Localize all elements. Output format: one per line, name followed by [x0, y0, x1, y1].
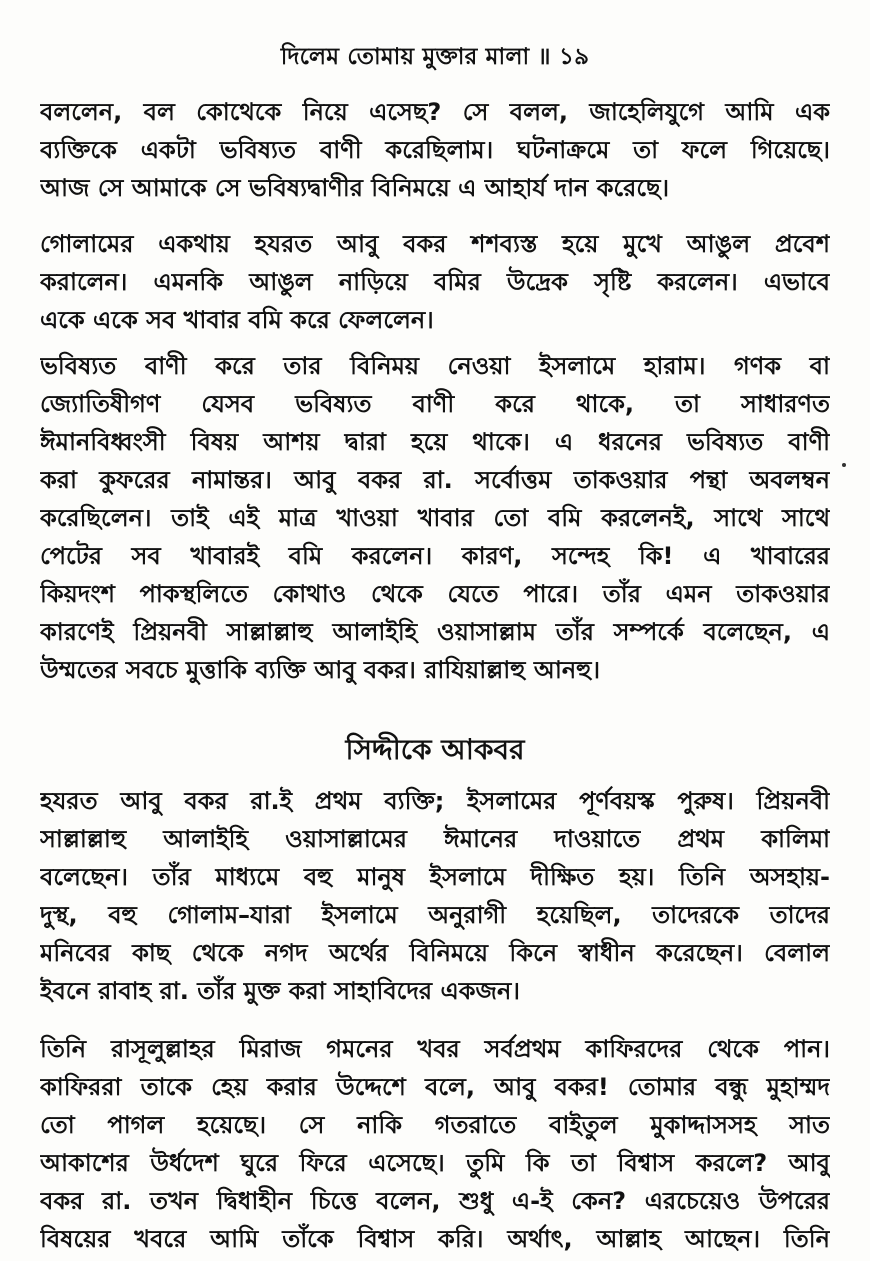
text-line: বলেছেন। তাঁর মাধ্যমে বহু মানুষ ইসলামে দীক্ষিত হয়। তিনি অসহায়-	[40, 863, 830, 891]
paragraph-1	[40, 93, 830, 207]
paragraph-2	[40, 225, 830, 339]
text-line: একে একে সব খাবার বমি করে ফেললেন।	[40, 306, 434, 334]
text-line: তো পাগল হয়েছে। সে নাকি গতরাতে বাইতুল মুকাদ্দাসসহ সাত	[40, 1111, 830, 1139]
text-line: করেছিলেন। তাই এই মাত্র খাওয়া খাবার তো বমি করলেনই, সাথে সাথে	[40, 504, 830, 532]
text-line: মনিবের কাছ থেকে নগদ অর্থের বিনিময়ে কিনে স্বাধীন করেছেন। বেলাল	[40, 939, 830, 967]
text-line: ইবনে রাবাহ রা. তাঁর মুক্ত করা সাহাবিদের একজন।	[40, 977, 520, 1005]
print-speck	[842, 463, 846, 467]
text-line: করালেন। এমনকি আঙুল নাড়িয়ে বমির উদ্রেক সৃষ্টি করলেন। এভাবে	[40, 268, 830, 296]
text-line: সাল্লাল্লাহু আলাইহি ওয়াসাল্লামের ঈমানের দাওয়াতে প্রথম কালিমা	[40, 825, 830, 853]
text-line: আজ সে আমাকে সে ভবিষ্যদ্বাণীর বিনিময়ে এ আহার্য দান করেছে।	[40, 174, 670, 202]
text-line: ব্যক্তিকে একটা ভবিষ্যত বাণী করেছিলাম। ঘটনাক্রমে তা ফলে গিয়েছে।	[40, 136, 830, 164]
text-line: করা কুফরের নামান্তর। আবু বকর রা. সর্বোত্তম তাকওয়ার পন্থা অবলম্বন	[40, 466, 830, 494]
paragraph-4	[40, 782, 830, 1010]
text-line: বললেন, বল কোথেকে নিয়ে এসেছ? সে বলল, জাহেলিযুগে আমি এক	[40, 98, 830, 126]
text-line: জ্যোতিষীগণ যেসব ভবিষ্যত বাণী করে থাকে, তা সাধারণত	[40, 390, 830, 418]
text-line: বকর রা. তখন দ্বিধাহীন চিত্তে বলেন, শুধু এ-ই কেন? এরচেয়েও উপরের	[40, 1187, 830, 1215]
text-line: আকাশের উর্ধদেশ ঘুরে ফিরে এসেছে। তুমি কি তা বিশ্বাস করলে? আবু	[40, 1149, 830, 1177]
text-line: পেটের সব খাবারই বমি করলেন। কারণ, সন্দেহ কি! এ খাবারের	[40, 542, 830, 570]
paragraph-3	[40, 347, 830, 689]
text-line: বিষয়ের খবরে আমি তাঁকে বিশ্বাস করি। অর্থাৎ, আল্লাহ আছেন। তিনি	[40, 1225, 830, 1253]
running-header: দিলেম তোমায় মুক্তার মালা ॥ ১৯	[280, 44, 590, 70]
text-line: হযরত আবু বকর রা.ই প্রথম ব্যক্তি; ইসলামের পূর্ণবয়স্ক পুরুষ। প্রিয়নবী	[40, 787, 830, 815]
text-line: কাফিররা তাকে হেয় করার উদ্দেশে বলে, আবু বকর! তোমার বন্ধু মুহাম্মদ	[40, 1073, 830, 1101]
text-line: তিনি রাসূলুল্লাহর মিরাজ গমনের খবর সর্বপ্রথম কাফিরদের থেকে পান।	[40, 1035, 830, 1063]
text-line: কারণেই প্রিয়নবী সাল্লাল্লাহু আলাইহি ওয়াসাল্লাম তাঁর সম্পর্কে বলেছেন, এ	[40, 618, 830, 646]
section-heading: সিদ্দীকে আকবর	[345, 733, 525, 766]
text-line: ভবিষ্যত বাণী করে তার বিনিময় নেওয়া ইসলামে হারাম। গণক বা	[40, 352, 830, 380]
text-line: কিয়দংশ পাকস্থলিতে কোথাও থেকে যেতে পারে। তাঁর এমন তাকওয়ার	[40, 580, 830, 608]
text-line: ঈমানবিধ্বংসী বিষয় আশয় দ্বারা হয়ে থাকে। এ ধরনের ভবিষ্যত বাণী	[40, 428, 830, 456]
text-line: উম্মতের সবচে মুত্তাকি ব্যক্তি আবু বকর। রাযিয়াল্লাহু আনহু।	[40, 656, 601, 684]
paragraph-5	[40, 1030, 830, 1258]
text-line: দুস্থ, বহু গোলাম–যারা ইসলামে অনুরাগী হয়েছিল, তাদেরকে তাদের	[40, 901, 830, 929]
text-line: গোলামের একথায় হযরত আবু বকর শশব্যস্ত হয়ে মুখে আঙুল প্রবেশ	[40, 230, 830, 258]
